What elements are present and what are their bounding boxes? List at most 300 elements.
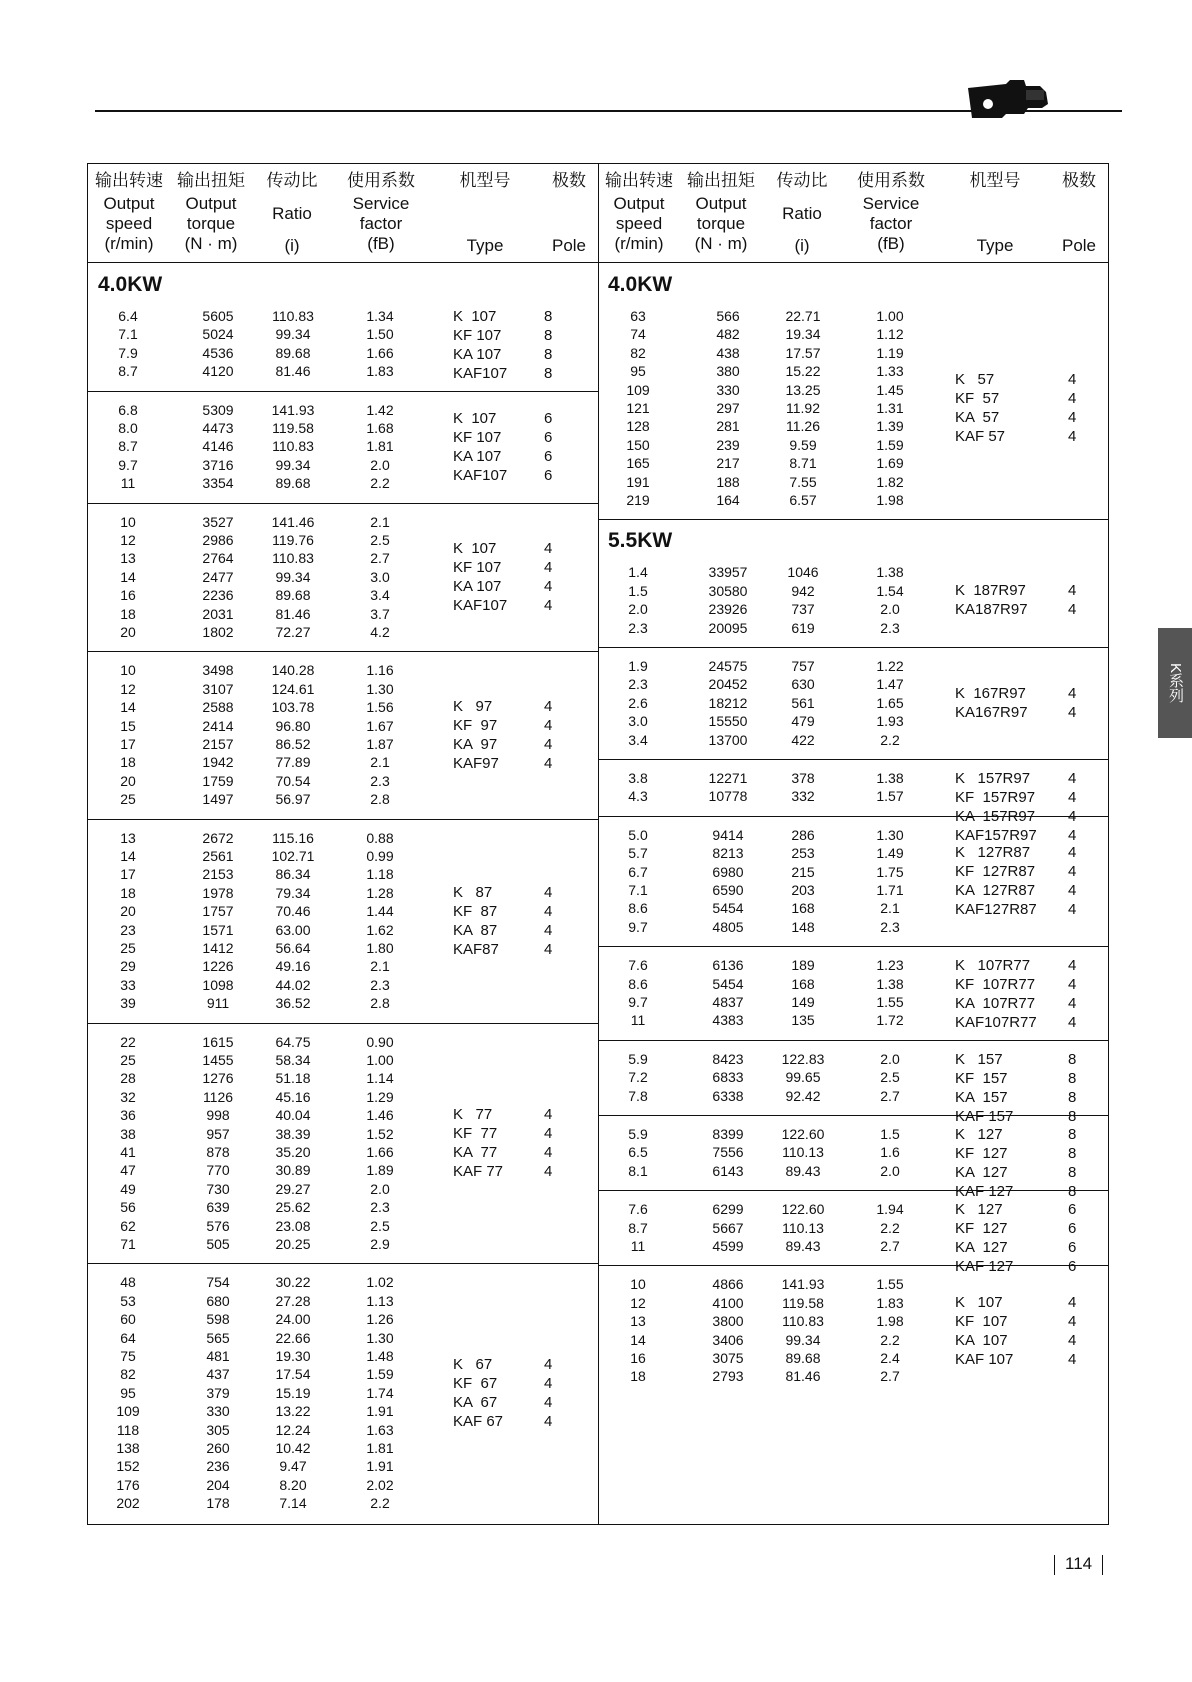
ratio-cell: 17.54 [275, 1366, 311, 1383]
model-type-entry [453, 1162, 588, 1181]
data-group [598, 1265, 1108, 1395]
model-type: KF 77 [453, 1124, 498, 1142]
service-factor-cell: 1.31 [876, 400, 904, 416]
service-factor-cell: 1.56 [366, 699, 394, 716]
output-torque-cell: 6980 [712, 863, 744, 880]
output-torque-cell: 2477 [202, 568, 234, 585]
table-row [598, 454, 1108, 472]
model-type: KAF 157 [955, 1107, 1014, 1125]
pole-count: 4 [1068, 808, 1077, 825]
output-speed-cell: 150 [626, 436, 650, 453]
header-pole [540, 170, 598, 260]
service-factor-cell: 1.19 [876, 344, 904, 361]
output-torque-cell: 770 [206, 1162, 230, 1179]
pole-count: 4 [1068, 827, 1077, 844]
ratio-cell: 11.26 [786, 418, 820, 435]
output-speed-cell: 3.0 [628, 713, 648, 730]
output-torque-cell: 3527 [202, 513, 234, 530]
ratio-cell: 140.28 [271, 662, 315, 679]
output-torque-cell: 1759 [202, 772, 234, 789]
output-torque-cell: 3354 [202, 475, 234, 492]
service-factor-cell: 1.72 [876, 1012, 904, 1029]
output-speed-cell: 8.7 [628, 1219, 648, 1236]
output-speed-cell: 8.0 [118, 419, 138, 436]
pole-count: 4 [544, 921, 553, 939]
service-factor-cell: 2.3 [880, 918, 900, 935]
model-type-entry [955, 1293, 1100, 1312]
pole-count: 4 [1068, 843, 1077, 861]
service-factor-cell: 2.1 [370, 754, 390, 771]
header-sf-unit: (fB) [367, 234, 395, 253]
service-factor-cell: 1.71 [876, 881, 904, 898]
model-type-entry [453, 697, 588, 716]
model-type-entry [955, 1163, 1100, 1182]
output-speed-cell: 13 [120, 550, 136, 567]
pole-count: 4 [1068, 428, 1077, 446]
pole-count: 8 [1068, 1088, 1077, 1106]
output-speed-cell: 82 [120, 1366, 136, 1383]
model-type-entry [453, 307, 588, 326]
output-torque-cell: 23926 [708, 601, 748, 618]
model-type: K 57 [955, 371, 995, 389]
output-speed-cell: 12 [120, 531, 136, 548]
ratio-cell: 89.68 [275, 587, 311, 604]
output-speed-cell: 56 [120, 1199, 136, 1216]
output-torque-cell: 2414 [202, 717, 234, 734]
model-type: KF 127 [955, 1145, 1008, 1162]
table-row [598, 491, 1108, 509]
output-speed-cell: 18 [120, 884, 136, 901]
data-group [598, 519, 1108, 648]
table-row [88, 661, 598, 679]
output-speed-cell: 11 [630, 1237, 646, 1254]
service-factor-cell: 1.30 [366, 680, 394, 697]
pole-count: 4 [544, 883, 553, 901]
model-type-entry [453, 345, 588, 364]
model-type-entry [955, 975, 1100, 994]
table-row [88, 680, 598, 698]
output-speed-cell: 7.2 [628, 1069, 648, 1086]
model-type: KAF 77 [453, 1162, 504, 1180]
output-torque-cell: 2157 [202, 735, 234, 752]
output-speed-cell: 14 [120, 568, 136, 585]
model-type-entry [955, 389, 1100, 408]
table-row [598, 473, 1108, 491]
model-type: K 127R87 [955, 843, 1031, 861]
table-row [88, 1069, 598, 1087]
output-torque-cell: 598 [206, 1311, 230, 1328]
output-speed-cell: 47 [120, 1162, 136, 1179]
model-type: KF 157 [955, 1069, 1008, 1087]
ratio-cell: 19.30 [275, 1347, 311, 1364]
service-factor-cell: 0.90 [366, 1033, 394, 1050]
header-speed-unit: (r/min) [104, 234, 154, 253]
pole-count: 4 [1068, 789, 1077, 806]
pole-count: 4 [1068, 390, 1077, 408]
output-speed-cell: 6.7 [628, 863, 648, 880]
output-torque-cell: 20452 [708, 676, 748, 693]
output-speed-cell: 191 [626, 473, 650, 490]
service-factor-cell: 2.5 [880, 1069, 900, 1086]
header-ratio [252, 170, 332, 260]
ratio-cell: 189 [791, 957, 815, 974]
power-rating-heading: 4.0KW [98, 273, 163, 296]
ratio-cell: 1046 [787, 564, 819, 581]
ratio-cell: 51.18 [275, 1070, 311, 1087]
ratio-cell: 286 [791, 826, 815, 843]
model-type: KA 127 [955, 1164, 1008, 1181]
ratio-cell: 89.68 [275, 475, 311, 492]
ratio-cell: 70.54 [275, 772, 311, 789]
pole-count: 4 [544, 539, 553, 557]
pole-count: 8 [544, 308, 553, 325]
output-torque-cell: 482 [716, 326, 740, 343]
header-torque [680, 170, 762, 260]
pole-count: 4 [1068, 409, 1077, 427]
model-type: K 107R77 [955, 957, 1031, 975]
output-torque-cell: 239 [716, 436, 740, 453]
output-speed-cell: 7.6 [628, 957, 648, 974]
ratio-cell: 89.43 [785, 1237, 821, 1254]
ratio-cell: 23.08 [275, 1217, 311, 1234]
output-torque-cell: 6338 [712, 1087, 744, 1104]
table-row [88, 1476, 598, 1494]
service-factor-cell: 1.80 [366, 939, 394, 956]
ratio-cell: 110.13 [782, 1144, 824, 1161]
model-type: KA 157R97 [955, 808, 1036, 825]
ratio-cell: 110.13 [782, 1219, 824, 1236]
service-factor-cell: 3.0 [370, 568, 390, 585]
service-factor-cell: 2.3 [880, 619, 900, 636]
output-speed-cell: 38 [120, 1125, 136, 1142]
pole-count: 8 [1068, 1069, 1077, 1087]
output-speed-cell: 60 [120, 1311, 136, 1328]
service-factor-cell: 1.59 [876, 436, 904, 453]
service-factor-cell: 1.68 [366, 419, 394, 436]
service-factor-cell: 1.65 [876, 694, 904, 711]
ratio-cell: 81.46 [275, 363, 311, 380]
service-factor-cell: 2.4 [880, 1349, 900, 1366]
data-group [598, 263, 1108, 520]
service-factor-cell: 1.44 [366, 903, 394, 920]
output-speed-cell: 13 [120, 829, 136, 846]
ratio-cell: 22.66 [275, 1329, 311, 1346]
header-ratio-unit: (i) [284, 236, 300, 255]
service-factor-cell: 1.55 [876, 1276, 904, 1293]
pole-count: 8 [544, 327, 553, 344]
model-type: KF 57 [955, 390, 1000, 408]
pole-count: 4 [1068, 1312, 1077, 1330]
output-torque-cell: 5024 [202, 326, 234, 343]
output-speed-cell: 25 [120, 939, 136, 956]
output-speed-cell: 176 [116, 1476, 140, 1493]
header-sf-en: Service [352, 194, 410, 213]
output-torque-cell: 5309 [202, 401, 234, 418]
table-row [88, 976, 598, 994]
model-type: KAF87 [453, 940, 499, 958]
page-number-bar [1102, 1555, 1103, 1575]
ratio-cell: 7.55 [789, 473, 817, 490]
output-torque-cell: 10778 [708, 788, 748, 805]
output-torque-cell: 3800 [712, 1313, 744, 1330]
service-factor-cell: 1.30 [876, 826, 904, 843]
output-torque-cell: 4866 [712, 1276, 744, 1293]
service-factor-cell: 2.2 [880, 1331, 900, 1348]
service-factor-cell: 1.82 [876, 473, 904, 490]
ratio-cell: 25.62 [275, 1199, 311, 1216]
service-factor-cell: 1.94 [876, 1201, 904, 1218]
header-torque-zh: 输出扭矩 [177, 171, 245, 190]
header-speed [598, 170, 680, 260]
model-type: KA 107 [453, 447, 502, 465]
table-row [88, 623, 598, 641]
data-group [598, 647, 1108, 760]
service-factor-cell: 2.0 [370, 456, 390, 473]
service-factor-cell: 2.7 [370, 550, 390, 567]
service-factor-cell: 1.57 [876, 788, 904, 805]
pole-count: 4 [1068, 881, 1077, 899]
model-type: K 127 [955, 1126, 1003, 1143]
model-type-entry [955, 684, 1100, 703]
right-column [598, 164, 1108, 1524]
output-torque-cell: 236 [206, 1458, 230, 1475]
service-factor-cell: 1.38 [876, 564, 904, 581]
output-torque-cell: 730 [206, 1180, 230, 1197]
pole-count: 6 [544, 466, 553, 484]
model-type-entry [453, 364, 588, 383]
model-type-list [955, 581, 1100, 619]
output-torque-cell: 4805 [712, 918, 744, 935]
service-factor-cell: 1.87 [366, 735, 394, 752]
ratio-cell: 35.20 [275, 1143, 311, 1160]
ratio-cell: 9.47 [279, 1458, 307, 1475]
table-row [88, 1273, 598, 1291]
table-row [598, 619, 1108, 637]
table-row [598, 1275, 1108, 1293]
output-torque-cell: 911 [206, 995, 230, 1012]
output-torque-cell: 188 [716, 473, 740, 490]
ratio-cell: 135 [791, 1012, 815, 1029]
model-type: KF 107R77 [955, 976, 1036, 994]
ratio-cell: 110.83 [272, 308, 314, 324]
service-factor-cell: 1.81 [366, 1439, 394, 1456]
pole-count: 4 [1068, 1293, 1077, 1311]
model-type-entry [453, 596, 588, 615]
output-speed-cell: 53 [120, 1292, 136, 1309]
pole-count: 4 [1068, 900, 1077, 918]
power-rating-heading: 4.0KW [608, 273, 673, 296]
service-factor-cell: 1.55 [876, 993, 904, 1010]
model-type: KA 77 [453, 1143, 498, 1161]
output-torque-cell: 15550 [708, 713, 748, 730]
pole-count: 8 [1068, 1126, 1077, 1143]
header-ratio-unit: (i) [794, 236, 810, 255]
output-torque-cell: 20095 [708, 619, 748, 636]
output-speed-cell: 5.0 [628, 826, 648, 843]
table-row [598, 307, 1108, 325]
service-factor-cell: 1.48 [366, 1347, 394, 1364]
model-type-entry [955, 994, 1100, 1013]
ratio-cell: 6.57 [789, 492, 817, 508]
output-torque-cell: 1757 [202, 903, 234, 920]
model-type: KA 87 [453, 921, 498, 939]
output-speed-cell: 118 [116, 1421, 140, 1438]
output-torque-cell: 754 [206, 1274, 230, 1291]
service-factor-cell: 1.00 [366, 1051, 394, 1068]
output-speed-cell: 7.1 [118, 326, 138, 343]
model-type-entry [955, 581, 1100, 600]
header-type-en: Type [976, 236, 1014, 255]
pole-count: 4 [544, 754, 553, 772]
ratio-cell: 619 [791, 619, 815, 636]
ratio-cell: 12.24 [275, 1421, 311, 1438]
output-speed-cell: 18 [630, 1368, 646, 1385]
output-speed-cell: 23 [120, 921, 136, 938]
output-torque-cell: 6143 [712, 1162, 744, 1179]
service-factor-cell: 3.7 [370, 605, 390, 622]
model-type-entry [955, 1219, 1100, 1238]
pole-count: 8 [1068, 1145, 1077, 1162]
ratio-cell: 89.68 [275, 344, 311, 361]
model-type-entry [955, 600, 1100, 619]
ratio-cell: 86.52 [275, 735, 311, 752]
output-speed-cell: 121 [626, 400, 650, 416]
output-torque-cell: 33957 [708, 564, 748, 581]
model-type-entry [955, 1350, 1100, 1369]
model-type-entry [955, 788, 1100, 807]
output-speed-cell: 3.4 [628, 731, 648, 748]
output-torque-cell: 438 [716, 344, 740, 361]
service-factor-cell: 1.16 [366, 662, 394, 679]
model-type: KAF107 [453, 365, 508, 382]
table-row [88, 772, 598, 790]
table-row [88, 1033, 598, 1051]
model-type-list [955, 370, 1100, 446]
model-type-entry [453, 1374, 588, 1393]
output-torque-cell: 30580 [708, 582, 748, 599]
table-row [88, 1494, 598, 1512]
pole-count: 8 [1068, 1183, 1077, 1200]
ratio-cell: 757 [791, 658, 815, 674]
service-factor-cell: 4.2 [370, 623, 390, 640]
model-type-entry [453, 883, 588, 902]
ratio-cell: 215 [791, 863, 815, 880]
header-type [430, 170, 540, 260]
header-ratio-en: Ratio [272, 204, 312, 223]
model-type-entry [955, 1200, 1100, 1219]
service-factor-cell: 1.12 [876, 326, 904, 343]
ratio-cell: 99.34 [275, 568, 311, 585]
ratio-cell: 9.59 [789, 436, 817, 453]
ratio-cell: 86.34 [275, 866, 311, 883]
data-group [88, 1263, 598, 1522]
service-factor-cell: 2.1 [370, 958, 390, 975]
table-row [88, 994, 598, 1012]
header-ratio-zh: 传动比 [266, 171, 318, 190]
output-speed-cell: 2.0 [628, 601, 648, 618]
ratio-cell: 36.52 [275, 995, 311, 1012]
output-torque-cell: 13700 [708, 731, 748, 748]
header-sf-zh: 使用系数 [857, 171, 925, 190]
pole-count: 4 [544, 596, 553, 614]
model-type-entry [955, 1144, 1100, 1163]
ratio-cell: 89.68 [785, 1349, 821, 1366]
model-type: KA 107R77 [955, 995, 1036, 1013]
output-speed-cell: 11 [120, 475, 136, 492]
ratio-cell: 168 [791, 975, 815, 992]
service-factor-cell: 1.00 [876, 308, 904, 324]
output-torque-cell: 2793 [712, 1368, 744, 1385]
ratio-cell: 141.93 [271, 401, 315, 418]
model-type-list [453, 697, 588, 773]
header-type [940, 170, 1050, 260]
pole-count: 4 [544, 577, 553, 595]
header-type-zh: 机型号 [969, 171, 1021, 190]
model-type-entry [453, 558, 588, 577]
ratio-cell: 11.92 [786, 400, 820, 416]
service-factor-cell: 1.14 [366, 1070, 394, 1087]
data-group [598, 1040, 1108, 1125]
output-speed-cell: 7.6 [628, 1201, 648, 1218]
service-factor-cell: 1.52 [366, 1125, 394, 1142]
table-row [88, 957, 598, 975]
header-torque-en: torque [696, 214, 746, 233]
service-factor-cell: 1.46 [366, 1107, 394, 1124]
output-speed-cell: 7.1 [628, 881, 648, 898]
output-torque-cell: 3406 [712, 1331, 744, 1348]
data-group [598, 946, 1108, 1041]
ratio-cell: 332 [791, 788, 815, 805]
ratio-cell: 99.34 [275, 326, 311, 343]
output-speed-cell: 63 [630, 308, 646, 324]
model-type-entry [955, 900, 1100, 919]
output-speed-cell: 1.9 [628, 658, 648, 674]
table-row [88, 1439, 598, 1457]
output-speed-cell: 49 [120, 1180, 136, 1197]
ratio-cell: 10.42 [275, 1439, 311, 1456]
output-torque-cell: 437 [206, 1366, 230, 1383]
power-rating-heading: 5.5KW [608, 529, 673, 553]
service-factor-cell: 1.23 [876, 957, 904, 974]
ratio-cell: 38.39 [275, 1125, 311, 1142]
output-speed-cell: 28 [120, 1070, 136, 1087]
output-torque-cell: 5454 [712, 975, 744, 992]
model-type: KA167R97 [955, 704, 1028, 721]
ratio-cell: 19.34 [785, 326, 821, 343]
model-type-list [453, 539, 588, 615]
table-row [88, 1457, 598, 1475]
output-speed-cell: 6.5 [628, 1144, 648, 1161]
pole-count: 6 [544, 409, 553, 427]
output-torque-cell: 1098 [202, 976, 234, 993]
service-factor-cell: 2.2 [370, 1495, 390, 1512]
output-torque-cell: 680 [206, 1292, 230, 1309]
model-type: K 187R97 [955, 582, 1026, 600]
ratio-cell: 141.93 [781, 1276, 825, 1293]
service-factor-cell: 1.54 [876, 582, 904, 599]
service-factor-cell: 2.2 [880, 1219, 900, 1236]
ratio-cell: 479 [791, 713, 815, 730]
model-type-entry [453, 447, 588, 466]
output-speed-cell: 39 [120, 995, 136, 1012]
service-factor-cell: 1.13 [366, 1292, 394, 1309]
output-speed-cell: 14 [630, 1331, 646, 1348]
output-speed-cell: 9.7 [628, 993, 648, 1010]
output-speed-cell: 12 [120, 680, 136, 697]
service-factor-cell: 1.67 [366, 717, 394, 734]
table-row [598, 731, 1108, 749]
model-type-entry [453, 539, 588, 558]
